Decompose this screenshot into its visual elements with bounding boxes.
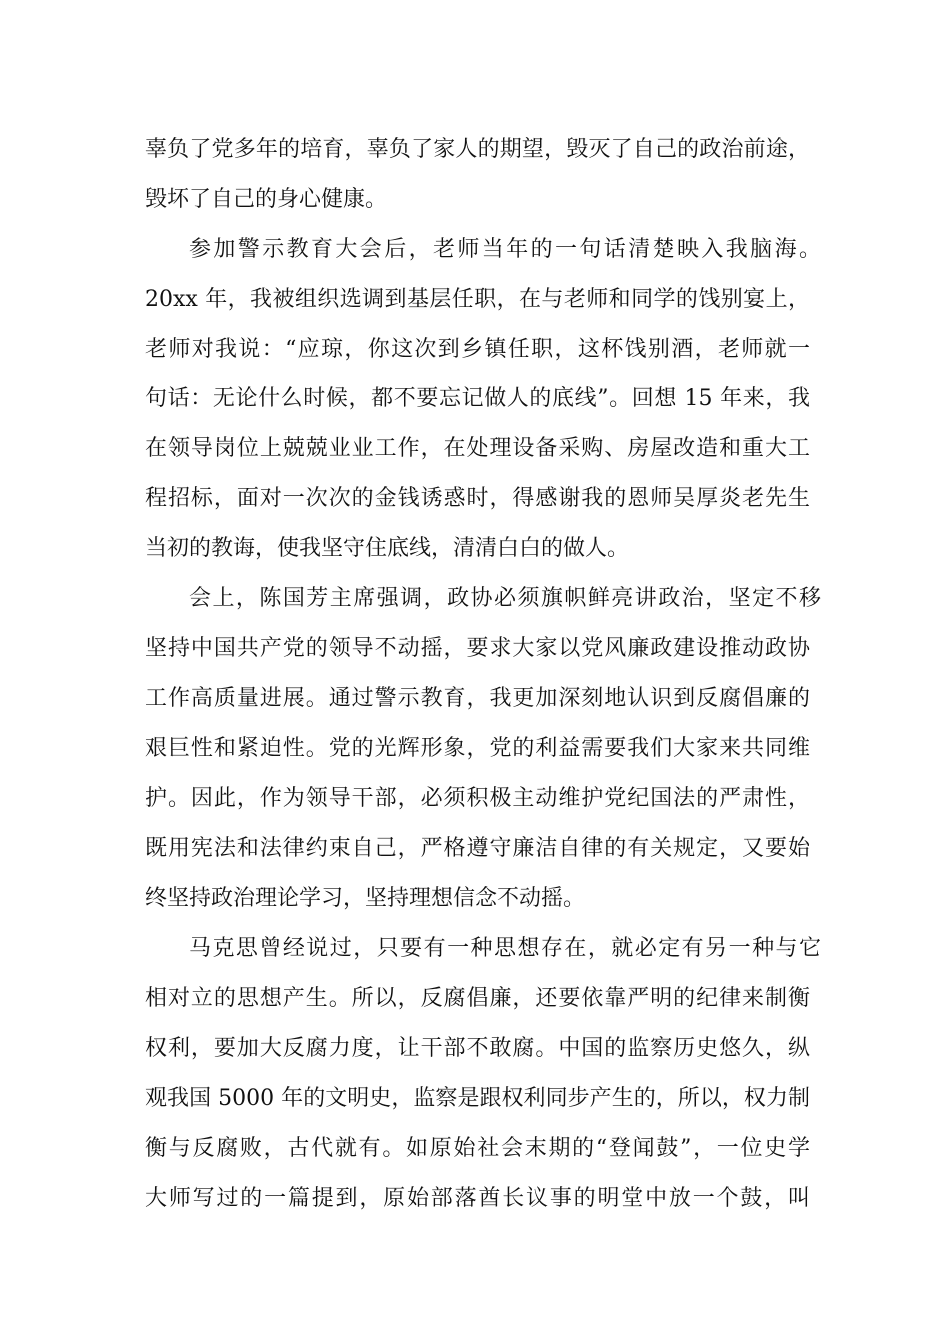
text-line: 既用宪法和法律约束自己，严格遵守廉洁自律的有关规定，又要始 <box>145 836 810 861</box>
text-line: 程招标，面对一次次的金钱诱惑时，得感谢我的恩师吴厚炎老先生 <box>145 486 810 511</box>
text-line: 老师对我说：“应琼，你这次到乡镇任职，这杯饯别酒，老师就一 <box>145 337 810 362</box>
text-line: 句话：无论什么时候，都不要忘记做人的底线”。回想 15 年来，我 <box>145 386 810 411</box>
paragraph-start-line: 参加警示教育大会后，老师当年的一句话清楚映入我脑海。 <box>189 237 821 262</box>
text-line: 在领导岗位上兢兢业业工作，在处理设备采购、房屋改造和重大工 <box>145 436 810 461</box>
text-line: 工作高质量进展。通过警示教育，我更加深刻地认识到反腐倡廉的 <box>145 686 810 711</box>
text-line: 艰巨性和紧迫性。党的光辉形象，党的利益需要我们大家来共同维 <box>145 736 810 761</box>
text-line: 终坚持政治理论学习，坚持理想信念不动摇。 <box>145 886 586 911</box>
text-line: 权利，要加大反腐力度，让干部不敢腐。中国的监察历史悠久，纵 <box>145 1036 810 1061</box>
text-line: 20xx 年，我被组织选调到基层任职，在与老师和同学的饯别宴上， <box>145 287 810 312</box>
text-line: 坚持中国共产党的领导不动摇，要求大家以党风廉政建设推动政协 <box>145 636 810 661</box>
text-line: 相对立的思想产生。所以，反腐倡廉，还要依靠严明的纪律来制衡 <box>145 986 810 1011</box>
text-line: 观我国 5000 年的文明史，监察是跟权利同步产生的，所以，权力制 <box>145 1086 810 1111</box>
text-line: 护。因此，作为领导干部，必须积极主动维护党纪国法的严肃性， <box>145 786 810 811</box>
paragraph-start-line: 马克思曾经说过，只要有一种思想存在，就必定有另一种与它 <box>189 936 821 961</box>
text-line: 当初的教诲，使我坚守住底线，清清白白的做人。 <box>145 536 630 561</box>
text-line: 大师写过的一篇提到，原始部落酋长议事的明堂中放一个鼓，叫 <box>145 1186 810 1211</box>
text-line: 辜负了党多年的培育，辜负了家人的期望，毁灭了自己的政治前途， <box>145 137 810 162</box>
text-line: 衡与反腐败，古代就有。如原始社会末期的“登闻鼓”，一位史学 <box>145 1136 810 1161</box>
paragraph-start-line: 会上，陈国芳主席强调，政协必须旗帜鲜亮讲政治，坚定不移 <box>189 586 821 611</box>
text-line: 毁坏了自己的身心健康。 <box>145 187 388 212</box>
